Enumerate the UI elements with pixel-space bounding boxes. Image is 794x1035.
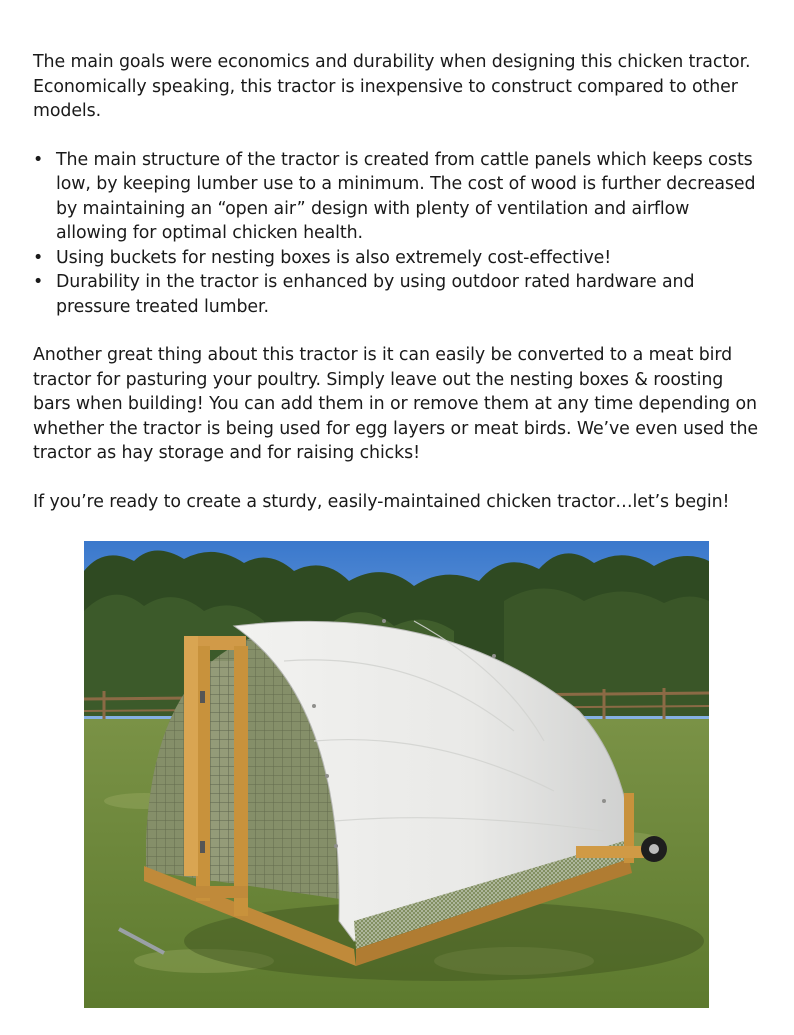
document-body <box>33 50 763 514</box>
conversion-paragraph: Another great thing about this tractor is it can easily be converted to a meat bird tractor for pasturing your poultry. Simply leave out the nesting boxes & roosting bars when building! You can add them in or remove them at any time depending on whether the tractor is being used for egg layers or meat birds. We’ve even used the tractor as hay storage and for raising chicks! <box>33 345 759 463</box>
paragraph-gap <box>33 319 763 343</box>
paragraph-gap <box>33 124 763 148</box>
bullet-list <box>33 148 763 320</box>
bullet-item: • Durability in the tractor is enhanced by using outdoor rated hardware and pressure treated lumber. <box>33 270 763 319</box>
photo-illustration <box>84 541 709 1008</box>
intro-paragraph: The main goals were economics and durability when designing this chicken tractor. Economically speaking, this tractor is inexpensive to construct compared to other models. <box>33 52 751 121</box>
bullet-item: • The main structure of the tractor is created from cattle panels which keeps costs low, by keeping lumber use to a minimum. The cost of wood is further decreased by maintaining an “open air” design with plenty of ventilation and airflow allowing for optimal chicken health. <box>33 148 763 246</box>
bullet-item: • Using buckets for nesting boxes is also extremely cost-effective! <box>33 246 763 271</box>
door-frame <box>184 636 248 916</box>
closing-paragraph: If you’re ready to create a sturdy, easily-maintained chicken tractor…let’s begin! <box>33 491 730 512</box>
paragraph-gap <box>33 466 763 490</box>
chicken-tractor-photo <box>84 541 709 1008</box>
